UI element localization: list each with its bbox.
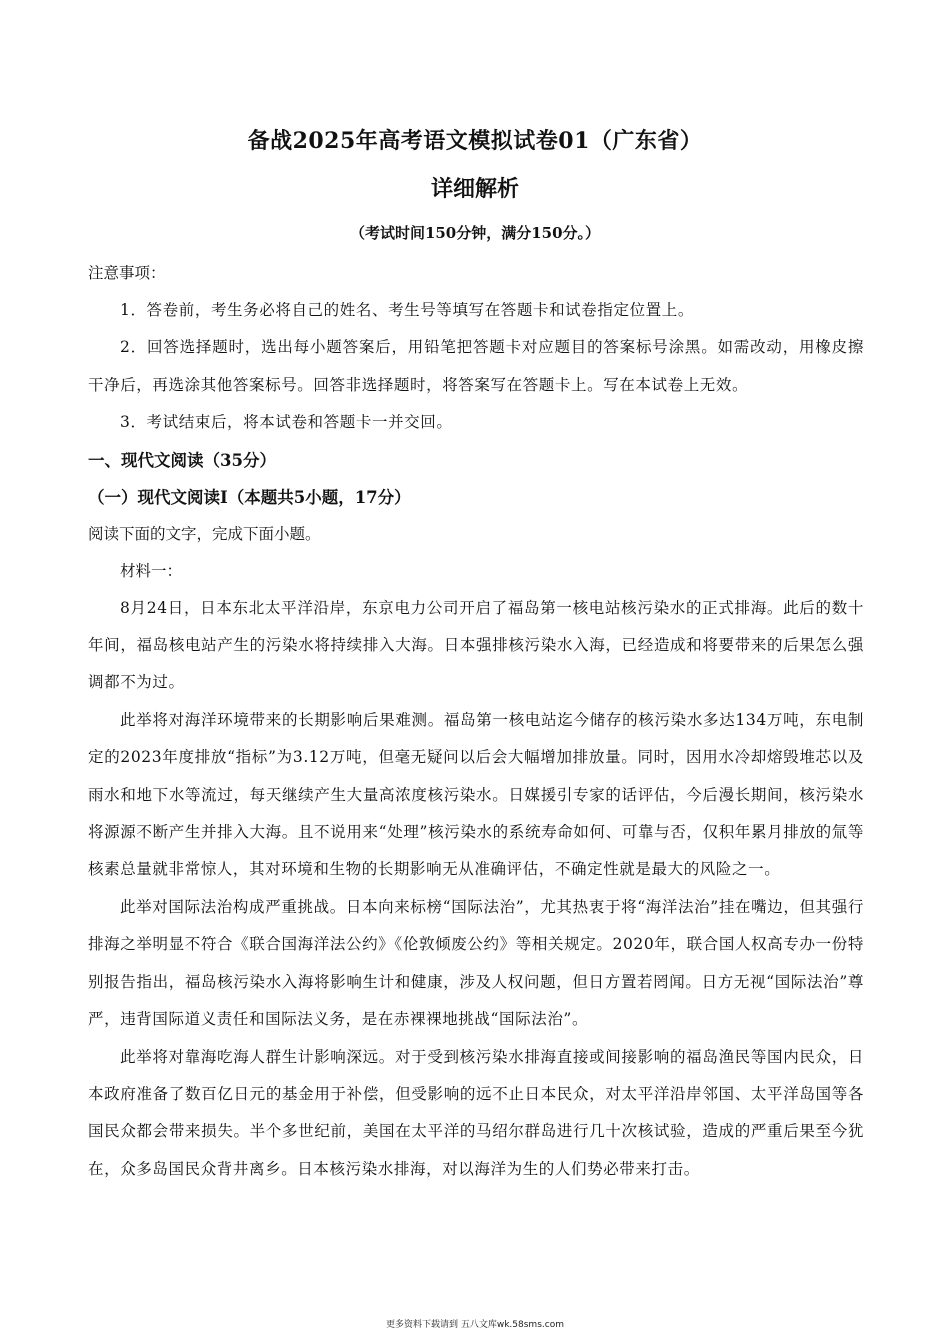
document-title: 备战2025年高考语文模拟试卷01（广东省） [247,128,703,154]
exam-time-note: （考试时间150分钟，满分150分。） [349,224,601,242]
material-label: 材料一： [120,561,183,580]
material-paragraph-1: 8月24日，日本东北太平洋沿岸，东京电力公司开启了福岛第一核电站核污染水的正式排海。此后的数十年间，福岛核电站产生的污染水将持续排入大海。日本强排核污染水入海，已经造成和将要带来的后果怎么强调都不为过。 [88,598,864,692]
material-paragraph-3: 此举对国际法治构成严重挑战。日本向来标榜“国际法治”，尤其热衷于将“海洋法治”挂在嘴边，但其强行排海之举明显不符合《联合国海洋法公约》《伦敦倾废公约》等相关规定。2020年，联合国人权高专办一份特别报告指出，福岛核污染水入海将影响生计和健康，涉及人权问题，但日方置若罔闻。日方无视“国际法治”尊严，违背国际道义责任和国际法义务，是在赤裸裸地挑战“国际法治”。 [88,897,864,1029]
material-paragraph-4: 此举将对靠海吃海人群生计影响深远。对于受到核污染水排海直接或间接影响的福岛渔民等国内民众，日本政府准备了数百亿日元的基金用于补偿，但受影响的远不止日本民众，对太平洋沿岸邻国、太平洋岛国等各国民众都会带来损失。半个多世纪前，美国在太平洋的马绍尔群岛进行几十次核试验，造成的严重后果至今犹在，众多岛国民众背井离乡。日本核污染水排海，对以海洋为生的人们势必带来打击。 [88,1047,864,1178]
section-heading: 一、现代文阅读（35分） [88,450,276,470]
notice-heading: 注意事项： [88,264,166,282]
notice-item-3: 3．考试结束后，将本试卷和答题卡一并交回。 [120,413,453,432]
document-subtitle: 详细解析 [430,176,519,202]
page-footer: 更多资料下载请到 五八文库wk.58sms.com [386,1320,564,1330]
subsection-heading: （一）现代文阅读Ⅰ（本题共5小题，17分） [88,487,411,507]
reading-instruction: 阅读下面的文字，完成下面小题。 [88,524,321,543]
notice-item-1: 1．答卷前，考生务必将自己的姓名、考生号等填写在答题卡和试卷指定位置上。 [120,301,694,319]
material-paragraph-2: 此举将对海洋环境带来的长期影响后果难测。福岛第一核电站迄今储存的核污染水多达134万吨，东电制定的2023年度排放“指标”为3.12万吨，但毫无疑问以后会大幅增加排放量。同时，因用水冷却熔毁堆芯以及雨水和地下水等流过，每天继续产生大量高浓度核污染水。日媒援引专家的话评估，今后漫长期间，核污染水将源源不断产生并排入大海。且不说用来“处理”核污染水的系统寿命如何、可靠与否，仅积年累月排放的氚等核素总量就非常惊人，其对环境和生物的长期影响无从准确评估，不确定性就是最大的风险之一。 [88,710,864,879]
document-body [88,255,864,1188]
notice-item-2: 2．回答选择题时，选出每小题答案后，用铅笔把答题卡对应题目的答案标号涂黑。如需改动，用橡皮擦干净后，再选涂其他答案标号。回答非选择题时，将答案写在答题卡上。写在本试卷上无效。 [88,338,864,394]
